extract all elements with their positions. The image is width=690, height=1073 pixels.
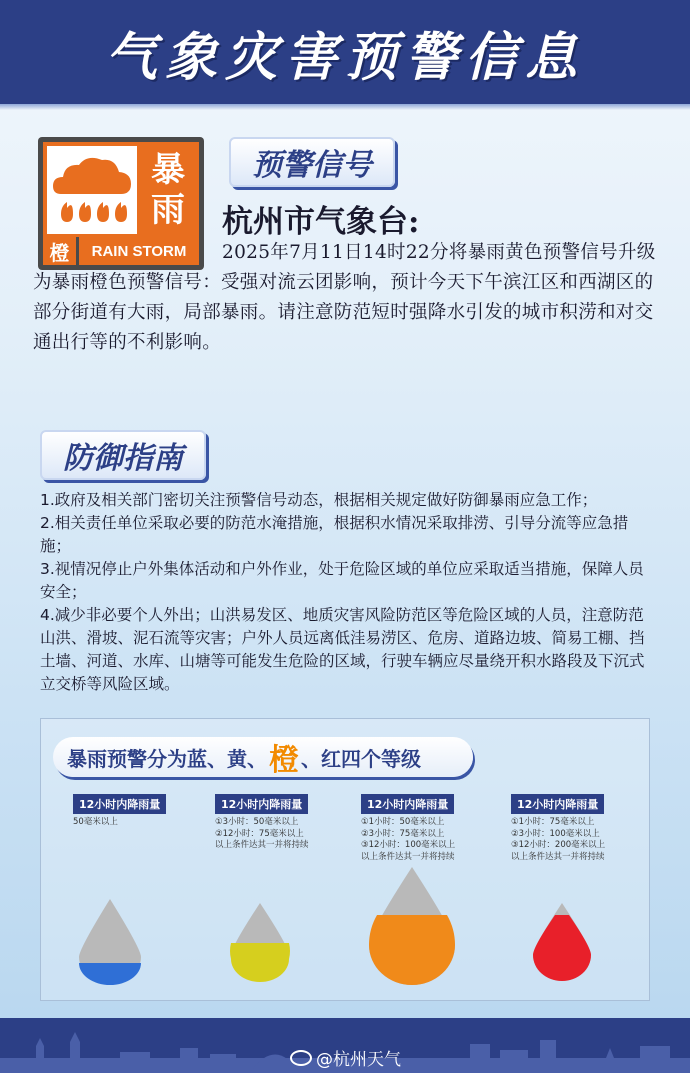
blue-drop-icon xyxy=(77,897,143,985)
guide-item: 4.减少非必要个人外出；山洪易发区、地质灾害风险防范区等危险区域的人员，注意防范山洪、滑坡、泥石流等灾害；户外人员远离低洼易涝区、危房、道路边坡、简易工棚、挡土墙、河道、水库、山塘等可能发生危险的区域，行驶车辆应尽量绕开积水路段及下沉式立交桥等风险区域。 xyxy=(40,606,645,693)
weibo-icon xyxy=(290,1050,312,1066)
level-head: 12小时内降雨量 xyxy=(73,794,166,814)
level-orange xyxy=(361,793,491,863)
rain-cloud-icon xyxy=(47,146,137,234)
guide-item: 3.视情况停止户外集体活动和户外作业，处于危险区域的单位应采取适当措施，保障人员安全； xyxy=(40,560,644,601)
orange-drop-icon xyxy=(367,865,457,987)
levels-title-post: 、红四个等级 xyxy=(301,746,421,771)
badge-char-1: 暴 xyxy=(151,150,185,190)
level-desc: ①1小时：50毫米以上 ②3小时：75毫米以上 ③12小时：100毫米以上 以上条件达其一并将持续 xyxy=(361,817,456,862)
station-name: 杭州市气象台: xyxy=(222,204,420,240)
level-desc: 50毫米以上 xyxy=(73,817,118,827)
level-head: 12小时内降雨量 xyxy=(215,794,308,814)
weibo-account xyxy=(290,1045,401,1070)
weibo-account-name: @杭州天气 xyxy=(316,1050,401,1070)
header-bar xyxy=(0,0,690,104)
badge-char-2: 雨 xyxy=(151,190,185,230)
badge-english-label: RAIN STORM xyxy=(79,237,199,265)
level-head: 12小时内降雨量 xyxy=(511,794,604,814)
levels-title-pre: 暴雨预警分为蓝、黄、 xyxy=(67,746,267,771)
guide-item: 1.政府及相关部门密切关注预警信号动态，根据相关规定做好防御暴雨应急工作； xyxy=(40,491,598,509)
level-blue xyxy=(73,793,203,829)
level-head: 12小时内降雨量 xyxy=(361,794,454,814)
badge-level-char: 橙 xyxy=(43,237,79,265)
section-tag-warning-signal: 预警信号 xyxy=(229,137,395,187)
yellow-drop-icon xyxy=(229,901,291,983)
level-red xyxy=(511,793,641,863)
guide-item: 2.相关责任单位采取必要的防范水淹措施，根据积水情况采取排涝、引导分流等应急措施； xyxy=(40,514,629,555)
levels-title-em: 橙 xyxy=(269,743,299,778)
red-drop-icon xyxy=(531,901,593,983)
warning-levels-panel xyxy=(40,718,650,1001)
section-tag-defense-guide: 防御指南 xyxy=(40,430,206,480)
level-desc: ①3小时：50毫米以上 ②12小时：75毫米以上 以上条件达其一并将持续 xyxy=(215,817,309,850)
badge-chars xyxy=(141,146,195,234)
page-title: 气象灾害预警信息 xyxy=(104,27,585,88)
level-desc: ①1小时：75毫米以上 ②3小时：100毫米以上 ③12小时：200毫米以上 以上条件达其一并将持续 xyxy=(511,817,606,862)
levels-title xyxy=(53,737,473,777)
defense-guide-list xyxy=(40,489,655,696)
warning-signal-text: 2025年7月11日14时22分将暴雨黄色预警信号升级为暴雨橙色预警信号：受强对流云团影响，预计今天下午滨江区和西湖区的部分街道有大雨，局部暴雨。请注意防范短时强降水引发的城市积涝和对交通出行等的不利影响。 xyxy=(33,242,656,353)
level-yellow xyxy=(215,793,345,852)
